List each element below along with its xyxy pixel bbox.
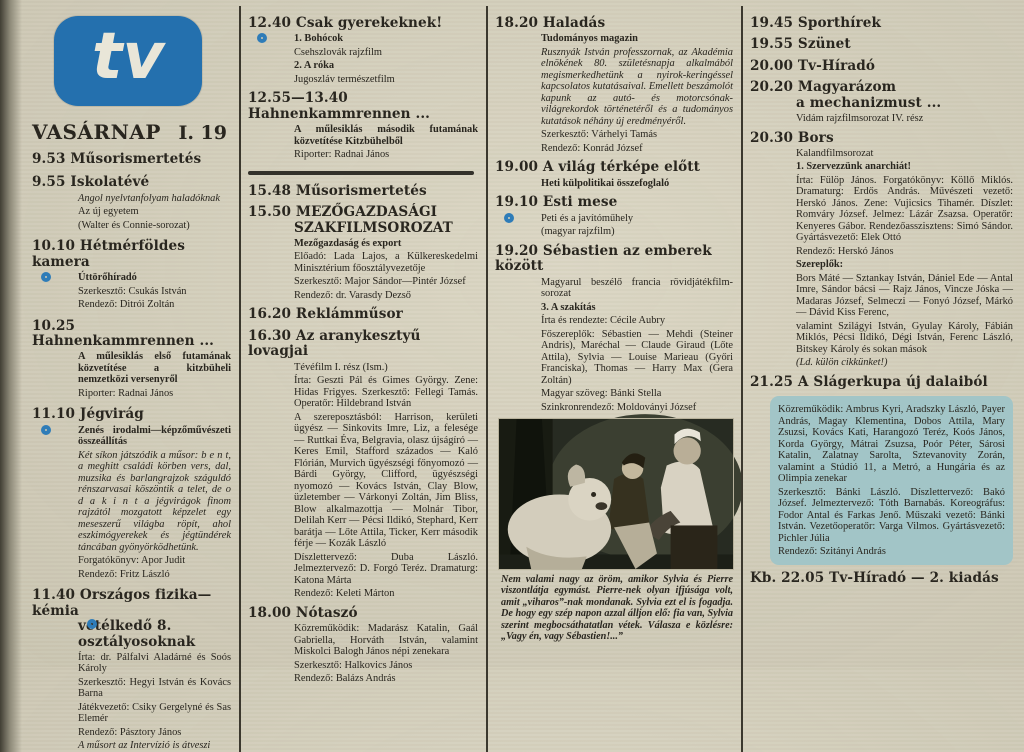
program-column-2 <box>242 6 485 685</box>
program-title-text: MEZŐGAZDASÁGI <box>295 204 438 221</box>
program-entry <box>750 131 1013 369</box>
program-title-text: vetélkedő 8. osztályosoknak <box>78 618 196 650</box>
program-title-text: Tv-Híradó <box>797 57 876 74</box>
program-text: (Walter és Connie-sorozat) <box>78 219 190 231</box>
program-title <box>248 184 478 199</box>
program-title-text: Jégvirág <box>79 406 144 423</box>
program-title <box>750 37 1013 52</box>
program-time: 10.10 <box>32 238 76 255</box>
program-title-text: Az aranykesztyű lovagjai <box>248 327 421 360</box>
program-text: Játékvezető: Csiky Gergelyné és Sas Elemér <box>78 701 231 725</box>
program-title-text: Szünet <box>797 36 851 53</box>
program-marker-icon <box>257 33 267 43</box>
program-time: 19.45 <box>750 15 794 31</box>
program-title-text: Sporthírek <box>797 15 882 31</box>
program-time: 11.40 <box>32 587 76 604</box>
program-time: 16.30 <box>248 327 292 344</box>
program-time: 19.20 <box>495 242 539 259</box>
program-text: Riporter: Radnai János <box>78 387 174 399</box>
program-entry <box>495 244 733 413</box>
program-text: Az új egyetem <box>78 206 139 218</box>
program-time: 19.10 <box>495 194 539 211</box>
program-text: valamint Szilágyi István, Gyulay Károly, Fábián Miklós, Pécsi Ildikó, Dégi István, Ferenc László, Bitskey Károly és sokan mások <box>796 320 1013 355</box>
program-text: Főszereplők: Sébastien — Mehdi (Steiner Andris), Maréchal — Claude Giraud (Lőte Attila), Sylvia — Louise Marieau (Győri Franciska), Thomas — Harry Max (Gera Zoltán) <box>541 328 733 386</box>
program-text: Tévéfilm I. rész (Ism.) <box>294 361 388 373</box>
program-text: A műsort az Intervízió is átveszi <box>78 740 211 752</box>
program-time: 15.50 <box>248 204 292 221</box>
program-entry <box>750 80 1013 124</box>
program-text: Szinkronrendező: Moldoványi József <box>541 401 697 413</box>
program-entry <box>32 407 231 580</box>
program-entry <box>248 91 478 160</box>
program-title <box>750 571 1013 586</box>
program-text: A műlesiklás második futamának közvetítése Kitzbühelből <box>294 124 478 147</box>
program-time: 16.20 <box>248 306 292 323</box>
program-title <box>495 244 733 275</box>
program-time: 19.00 <box>495 159 539 176</box>
program-text: Peti és a javítóműhely <box>541 213 733 225</box>
program-text: Írta: Geszti Pál és Gimes György. Zene: Hidas Frigyes. Szerkesztő: Fellegi Tamás. Operatőr: Hildebrand István <box>294 375 478 410</box>
program-text: Forgatókönyv: Apor Judit <box>78 555 186 567</box>
program-title-text: Haladás <box>542 15 606 31</box>
program-title <box>78 619 231 650</box>
program-title <box>750 80 1013 95</box>
date-heading: I. 19 <box>178 122 227 144</box>
program-title-text: A világ térképe előtt <box>542 159 701 176</box>
program-title <box>32 588 231 619</box>
program-text: Kalandfilmsorozat <box>796 147 874 159</box>
program-text: Magyarul beszélő francia rövidjátékfilm-sorozat <box>541 276 733 300</box>
program-column-4 <box>744 6 1020 673</box>
program-title <box>796 96 1013 111</box>
program-title-text: SZAKFILMSOROZAT <box>294 219 453 236</box>
program-entry <box>32 175 231 231</box>
program-title-text: Sébastien az emberek között <box>495 242 712 275</box>
program-text: Szerkesztő: Várhelyi Tamás <box>541 129 658 141</box>
program-title <box>32 239 231 270</box>
program-time: 15.48 <box>248 182 292 199</box>
program-text: Bors Máté — Sztankay István, Dániel Ede — Antal Imre, Sándor bácsi — Rajz János, Vincze Jóska — Madaras József, Selmeczi — Fonyó József, Márkó — Dávid Kiss Ferenc, <box>796 272 1013 319</box>
program-text: Két síkon játszódik a műsor: b e n t, a meghitt családi körben vers, dal, muzsika és barlangrajzok száguldó rénszarvasai köszöntik a telet, de o d a k i n t a jégvirágok finom rajzától mozgatott képzelet egy meseszerű világba röpít, ahol eszkimógyerekek és jégtündérek táncában gyönyörködhetünk. <box>78 449 231 553</box>
program-text: (magyar rajzfilm) <box>541 226 615 238</box>
program-title-text: A Slágerkupa új dalaiból <box>797 373 988 390</box>
program-time: Kb. 22.05 <box>750 569 825 586</box>
program-title-text: Műsorismertetés <box>70 151 202 167</box>
program-text: Magyar szöveg: Bánki Stella <box>541 388 662 400</box>
program-text: Rendező: Balázs András <box>294 673 396 685</box>
tv-logo <box>54 16 202 106</box>
program-text: (Ld. külön cikkünket!) <box>796 357 888 369</box>
page-edge-shadow <box>0 0 22 752</box>
program-text: Közreműködik: Madarász Katalin, Gaál Gabriella, Horváth István, valamint Miskolci Balogh János népi zenekara <box>294 623 478 658</box>
program-text: 1. Szervezzünk anarchiát! <box>796 161 911 173</box>
program-text: Jugoszláv természetfilm <box>294 73 395 85</box>
program-marker-icon <box>41 425 51 435</box>
program-column-3 <box>489 6 740 673</box>
program-text: Zenés irodalmi—képzőművészeti összeállítás <box>78 425 231 448</box>
program-entry <box>495 195 733 237</box>
program-title <box>32 407 231 422</box>
program-title <box>495 160 733 175</box>
program-title <box>248 91 478 122</box>
program-title-text: Hahnenkammrennen ... <box>32 333 214 350</box>
section-divider <box>248 171 474 175</box>
program-title <box>750 131 1013 146</box>
program-text: Heti külpolitikai összefoglaló <box>541 177 670 189</box>
program-title-text: Hétmérföldes kamera <box>32 238 185 270</box>
program-title-text: Iskolatévé <box>70 174 150 191</box>
program-time: 20.20 <box>750 79 794 96</box>
program-text: Írta és rendezte: Cécile Aubry <box>541 315 666 327</box>
program-title-text: Országos fizika—kémia <box>32 587 212 619</box>
program-text: Úttörőhíradó <box>78 272 231 284</box>
program-text: Szerkesztő: Csukás István <box>78 285 187 297</box>
day-heading: VASÁRNAP <box>32 120 161 144</box>
program-text: Rendező: dr. Varasdy Dezső <box>294 289 411 301</box>
program-title <box>750 16 1013 31</box>
program-text: 3. A szakítás <box>541 301 596 313</box>
program-entry <box>750 59 1013 74</box>
program-entry <box>750 571 1013 586</box>
program-time: 10.25 <box>32 317 76 334</box>
program-text: Rendező: Konrád József <box>541 142 643 154</box>
program-title-text: Magyarázom <box>797 79 897 96</box>
program-title <box>750 59 1013 74</box>
program-title-text: Reklámműsor <box>295 306 403 323</box>
program-column-1 <box>26 6 238 752</box>
tv-logo-text: tv <box>91 20 165 94</box>
program-entry <box>495 160 733 189</box>
program-marker-icon <box>41 272 51 282</box>
program-title-text: Csak gyerekeknek! <box>295 15 443 31</box>
program-text: Előadó: Lada Lajos, a Külkereskedelmi Minisztérium főosztályvezetője <box>294 251 478 274</box>
program-entry <box>248 16 478 85</box>
program-entry <box>248 329 478 600</box>
program-title <box>750 375 1013 390</box>
program-text: Díszlettervező: Duba László. Jelmeztervező: D. Forgó Teréz. Dramaturg: Katona Márta <box>294 551 478 586</box>
program-title-text: a mechanizmust ... <box>796 94 942 111</box>
program-title <box>32 319 231 350</box>
program-entry <box>32 152 231 167</box>
program-time: 12.40 <box>248 15 292 31</box>
program-time: 9.53 <box>32 151 66 167</box>
photo-caption: Nem valami nagy az öröm, amikor Sylvia és Pierre viszontlátja egymást. Pierre-nek olyan ifjúsága volt, amit „viharos”-nak mondanak. Sylvia ezt el is fogadja. De hogy egy szép napon azzal álljon elő: fia van, Sylvia szerint megbocsáthatatlan vétek. Válasza e közlésre: „Vagy én, vagy Sébastien!...” <box>501 574 733 643</box>
program-text: Írta: Fülöp János. Forgatókönyv: Köllő Miklós. Dramaturg: Erdős András. Művészeti vezető: Herskó János. Zene: Vujicsics Tihamér. Díszlet: Romváry József. Jelmez: Lázár Zsazsa. Operatőr: Kenyeres Gábor. Rendezőasszisztens: Simó Sándor. Gyártásvezető: Elek Ottó <box>796 174 1013 244</box>
program-title <box>248 16 478 31</box>
program-entry <box>248 307 478 322</box>
program-time: 12.55—13.40 <box>248 90 348 107</box>
program-time: 9.55 <box>32 174 66 191</box>
program-title <box>248 606 478 621</box>
program-title <box>248 329 478 360</box>
program-title-text: Műsorismertetés <box>295 182 427 199</box>
program-text: Rendező: Fritz László <box>78 568 170 580</box>
program-entry <box>248 606 478 685</box>
highlight-box <box>770 396 1013 565</box>
program-text: Közreműködik: Ambrus Kyri, Aradszky László, Payer András, Magay Klementina, Dobos Attila, Mary Zsuzsi, Kovács Kati, Harangozó Teréz, Koós János, Korda György, Mátrai Zsuzsa, Poór Péter, Sárosi Katalin, Zalatnay Sarolta, Sztevanovity Zorán, valamint a Stúdió 11, a Metró, a Hungária és az Olimpia zenekar <box>778 404 1005 485</box>
program-text: Szerkesztő: Hegyi István és Kovács Barna <box>78 676 231 700</box>
program-title-text: Nótaszó <box>295 604 358 621</box>
program-text: Szerkesztő: Bánki László. Díszlettervező: Bakó József. Jelmeztervező: Tóth Barnabás. Koreográfus: Fodor Antal és Farkas Jenő. Műszaki vezető: Bánki István. Vezetőoperatőr: Varga Vilmos. Gyártásvezető: Pichler Júlia <box>778 486 1005 544</box>
program-text: Rendező: Herskó János <box>796 245 894 257</box>
program-title-text: Hahnenkammrennen ... <box>248 105 430 122</box>
program-text: Rendező: Pásztory János <box>78 726 182 738</box>
program-text: Rusznyák István professzornak, az Akadémia elnökének 80. születésnapja alkalmából megismerkedhetünk a nyirok-keringéssel kapcsolatos kutatásaival. Emellett beszámolót kapunk az autó- és motorcsónak-világrekordok történetéről és a tudományos kutatások néhány új eredményéről. <box>541 46 733 127</box>
program-entry <box>750 37 1013 52</box>
program-text: Rendező: Keleti Márton <box>294 588 395 600</box>
program-text: Riporter: Radnai János <box>294 149 390 161</box>
program-text: Rendező: Szitányi András <box>778 546 886 558</box>
program-text: Szerkesztő: Major Sándor—Pintér József <box>294 276 466 288</box>
program-entry <box>248 205 478 301</box>
column-divider <box>239 6 241 752</box>
program-text: 2. A róka <box>294 60 335 72</box>
program-text: 1. Bohócok <box>294 33 478 45</box>
program-entry <box>32 319 231 400</box>
program-text: Rendező: Ditrói Zoltán <box>78 299 175 311</box>
program-title-text: Bors <box>797 129 834 146</box>
program-entry <box>32 239 231 310</box>
program-entry <box>750 375 1013 390</box>
program-text: Tudományos magazin <box>541 33 638 45</box>
program-time: 21.25 <box>750 373 794 390</box>
program-text: A műlesiklás első futamának közvetítése a kitzbüheli nemzetközi versenyről <box>78 351 231 386</box>
column-divider <box>486 6 488 752</box>
program-title <box>248 205 478 220</box>
program-time: 20.30 <box>750 129 794 146</box>
program-time: 18.00 <box>248 604 292 621</box>
program-text: Vidám rajzfilmsorozat IV. rész <box>796 113 924 125</box>
program-photo <box>499 419 733 569</box>
masthead <box>32 120 229 144</box>
program-title-text: Esti mese <box>542 194 618 211</box>
scene-man-child-dog <box>499 419 733 569</box>
program-title <box>32 175 231 190</box>
program-time: 20.00 <box>750 57 794 74</box>
program-text: Mezőgazdaság és export <box>294 237 402 249</box>
program-time: 18.20 <box>495 15 539 31</box>
column-divider <box>741 6 743 752</box>
program-entry <box>495 16 733 154</box>
program-text: Angol nyelvtanfolyam haladóknak <box>78 192 220 204</box>
program-title <box>495 16 733 31</box>
program-entry <box>750 16 1013 31</box>
program-entry <box>32 588 231 752</box>
program-text: Írta: dr. Pálfalvi Aladárné és Soós Károly <box>78 651 231 675</box>
program-title <box>32 152 231 167</box>
program-title <box>248 307 478 322</box>
program-time: 11.10 <box>32 406 76 423</box>
program-title <box>294 221 478 236</box>
program-text: Szereplők: <box>796 259 844 271</box>
program-title <box>495 195 733 210</box>
program-marker-icon <box>504 213 514 223</box>
program-entry <box>248 184 478 199</box>
program-text: A szereposztásból: Harrison, kerületi ügyész — Sinkovits Imre, Liz, a felesége — Ruttkai Éva, Belgravia, olasz újságíró — Keres Emil, Stafford százados — Kaló Flórián, Murvich ügyészségi főnyomozó — Bárdi György, Clifford, ügyészségi nyomozó — Kovács István, Clay Blow, üzletember — Várkonyi Zoltán, Jim Bliss, Blow alkalmazottja — Molnár Tibor, Delilah Kerr — Pécsi Ildikó, Stephard, Kerr barátja — Lőte Attila, Ticker, Kerr második férje — Kozák László <box>294 411 478 550</box>
program-text: Szerkesztő: Halkovics János <box>294 659 413 671</box>
program-text: Csehszlovák rajzfilm <box>294 46 383 58</box>
program-time: 19.55 <box>750 36 794 53</box>
program-title-text: Tv-Híradó — 2. kiadás <box>829 569 999 586</box>
